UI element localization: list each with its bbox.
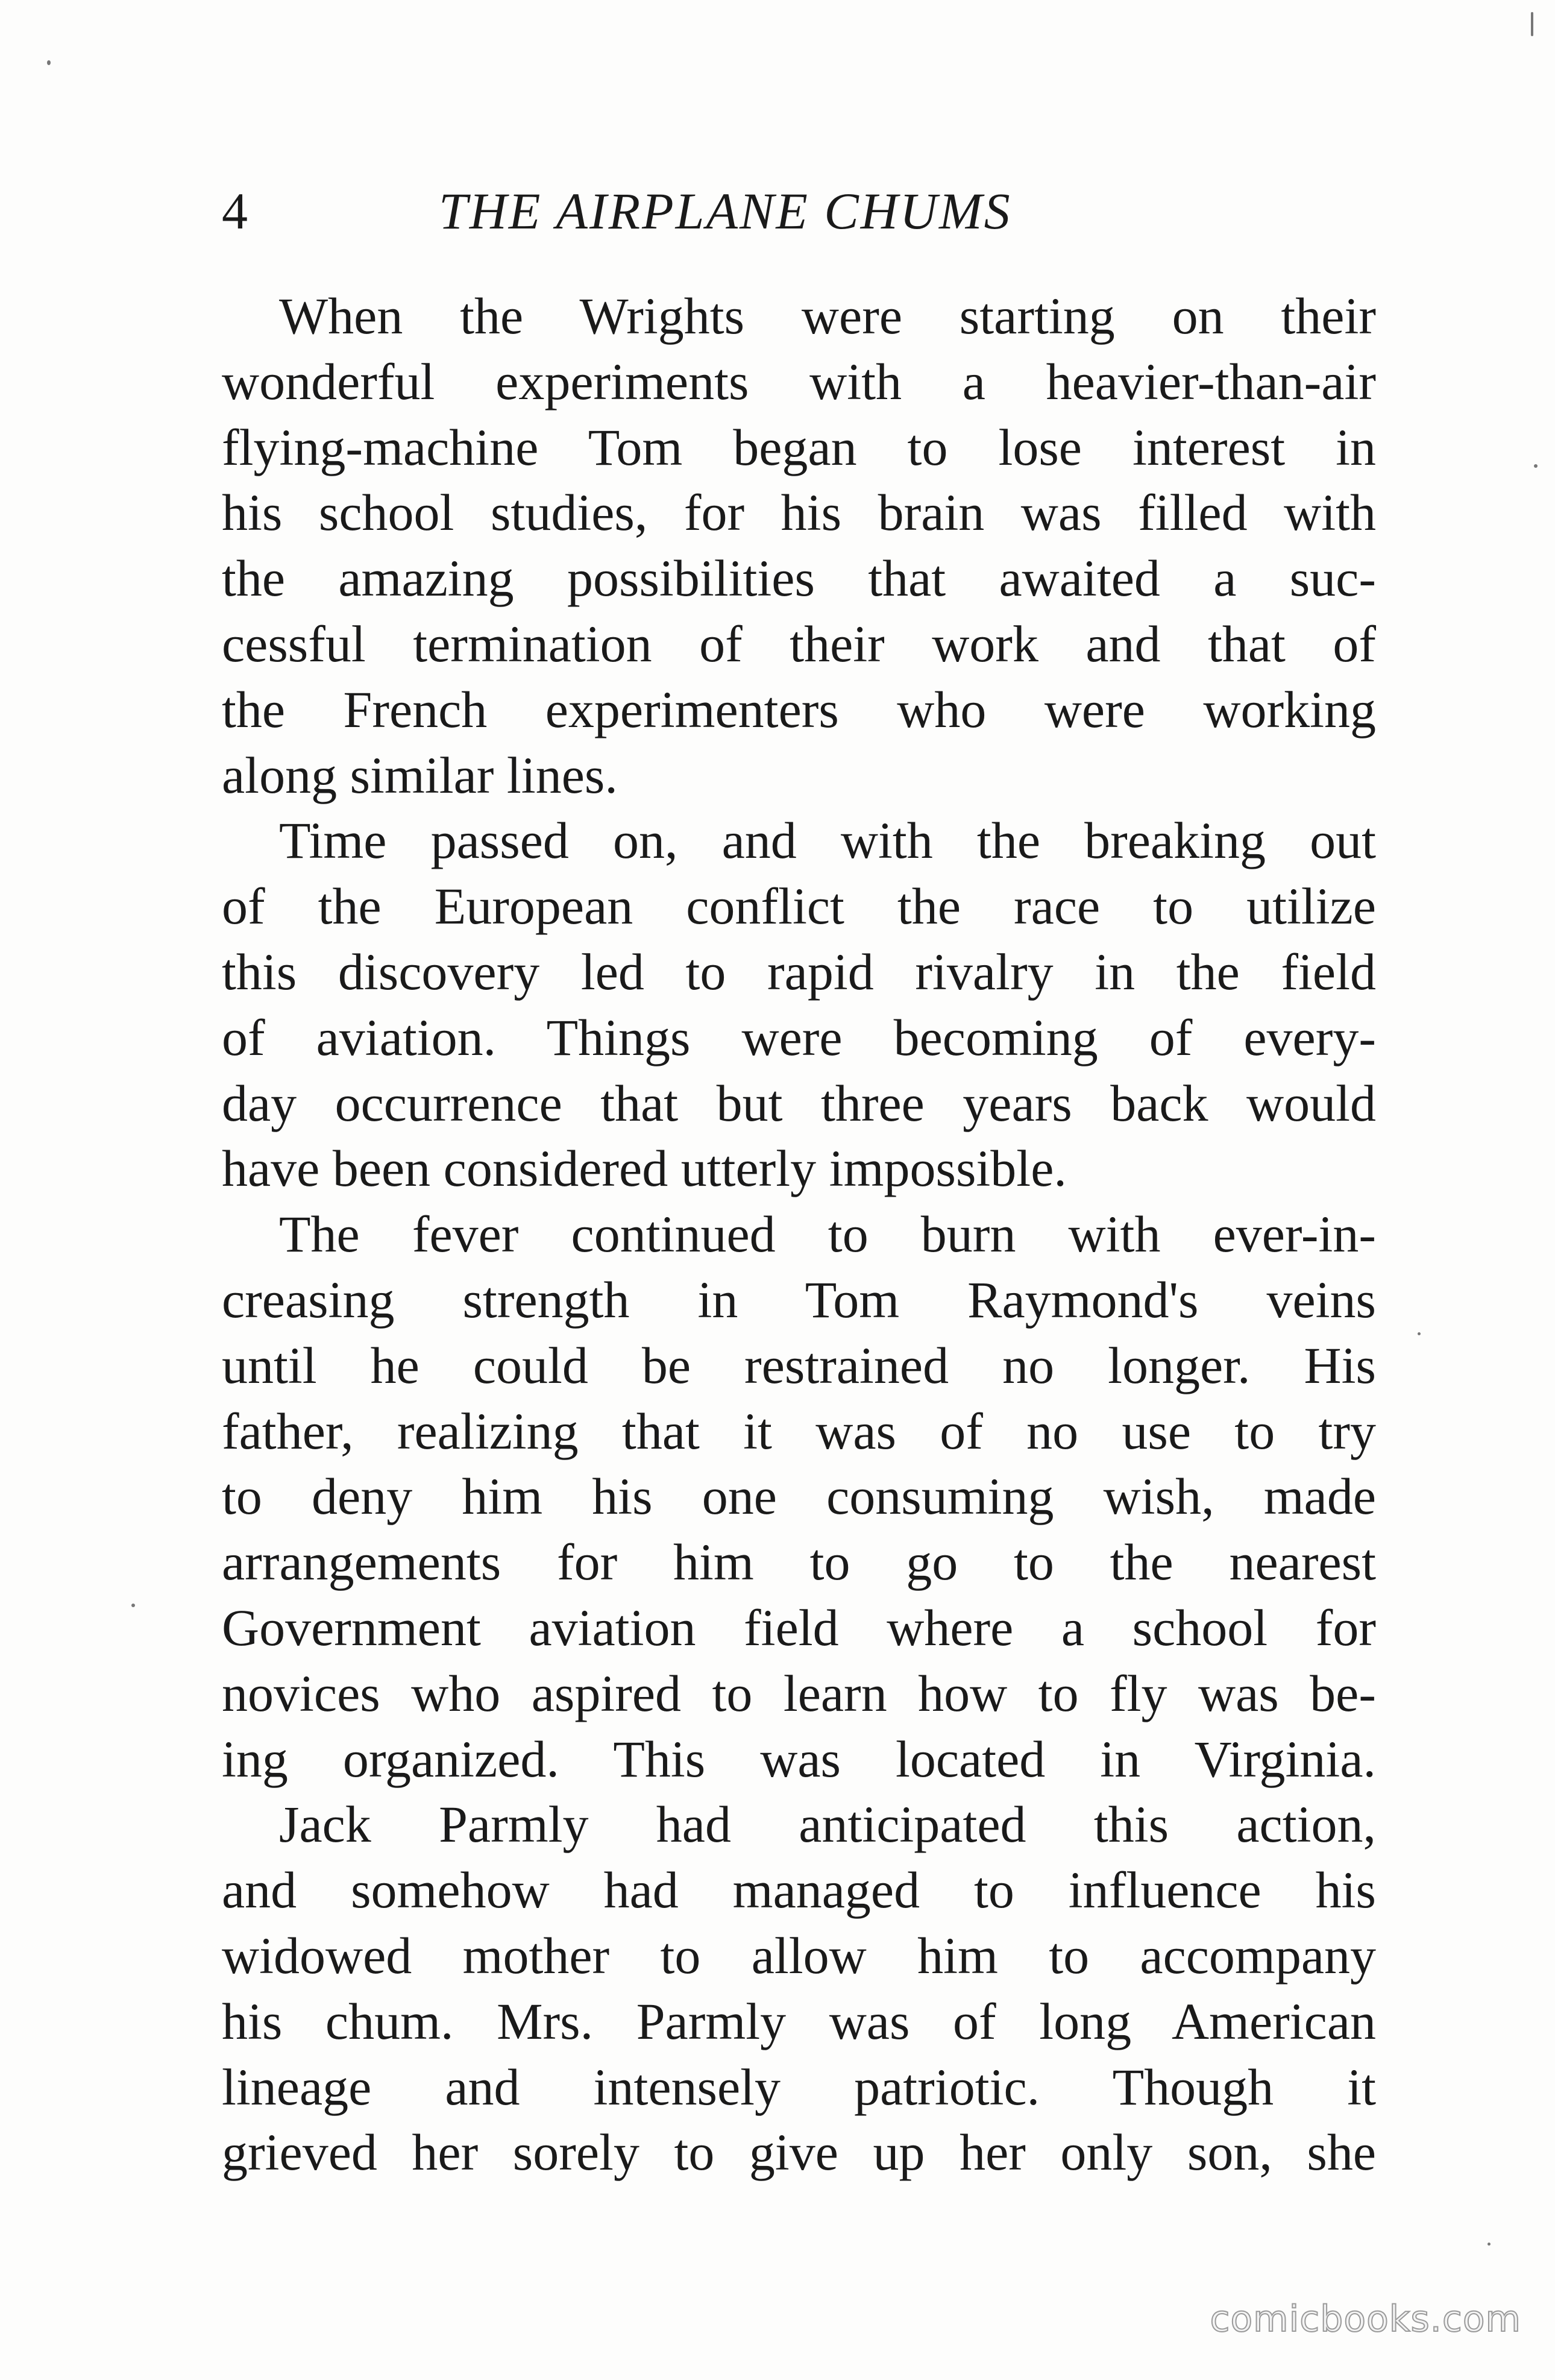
- page-header: [222, 175, 1385, 247]
- text-line: have been considered utterly impossible.: [222, 1139, 1067, 1198]
- text-line: arrangements for him to go to the nearest: [222, 1533, 1376, 1591]
- scan-speck: [1418, 1332, 1421, 1335]
- text-line: flying-machine Tom began to lose interest in: [222, 418, 1376, 476]
- text-line: this discovery led to rapid rivalry in the field: [222, 942, 1376, 1001]
- body-text: [222, 283, 1376, 2185]
- text-line: Time passed on, and with the breaking out: [279, 811, 1376, 870]
- paragraph-3: [222, 1201, 1376, 1792]
- text-line: When the Wrights were starting on their: [279, 287, 1376, 345]
- text-line: wonderful experiments with a heavier-than-air: [222, 352, 1376, 411]
- text-line: his chum. Mrs. Parmly was of long American: [222, 1992, 1376, 2050]
- text-line: to deny him his one consuming wish, made: [222, 1467, 1376, 1526]
- text-line: his school studies, for his brain was filled with: [222, 483, 1376, 542]
- text-line: the amazing possibilities that awaited a suc-: [222, 549, 1376, 608]
- scan-speck: [1487, 2243, 1491, 2246]
- text-line: Government aviation field where a school for: [222, 1598, 1376, 1657]
- text-line: of aviation. Things were becoming of every-: [222, 1008, 1376, 1066]
- text-line: The fever continued to burn with ever-in-: [279, 1205, 1376, 1264]
- page-number: 4: [222, 182, 248, 240]
- text-line: creasing strength in Tom Raymond's veins: [222, 1270, 1376, 1329]
- text-line: grieved her sorely to give up her only son, she: [222, 2123, 1376, 2182]
- watermark-logo: comicbooks.com: [1210, 2298, 1521, 2340]
- text-line: ing organized. This was located in Virginia.: [222, 1730, 1376, 1788]
- text-line: Jack Parmly had anticipated this action,: [279, 1795, 1376, 1854]
- text-line: of the European conflict the race to utilize: [222, 877, 1376, 936]
- text-line: lineage and intensely patriotic. Though it: [222, 2057, 1376, 2116]
- running-title: THE AIRPLANE CHUMS: [439, 182, 1012, 240]
- paragraph-4: [222, 1792, 1376, 2185]
- paragraph-1: [222, 283, 1376, 808]
- scan-speck: [1534, 464, 1538, 468]
- text-line: day occurrence that but three years back would: [222, 1074, 1376, 1132]
- text-line: novices who aspired to learn how to fly was be-: [222, 1664, 1376, 1722]
- text-line: until he could be restrained no longer. His: [222, 1336, 1376, 1394]
- text-line: and somehow had managed to influence his: [222, 1861, 1376, 1919]
- text-line: the French experimenters who were working: [222, 680, 1376, 738]
- text-line: father, realizing that it was of no use to try: [222, 1402, 1376, 1460]
- scan-speck: [47, 60, 51, 65]
- scan-speck: [1531, 12, 1533, 36]
- text-line: along similar lines.: [222, 746, 618, 804]
- paragraph-2: [222, 808, 1376, 1201]
- text-line: cessful termination of their work and that of: [222, 614, 1376, 673]
- text-line: widowed mother to allow him to accompany: [222, 1926, 1376, 1985]
- scan-speck: [131, 1604, 135, 1607]
